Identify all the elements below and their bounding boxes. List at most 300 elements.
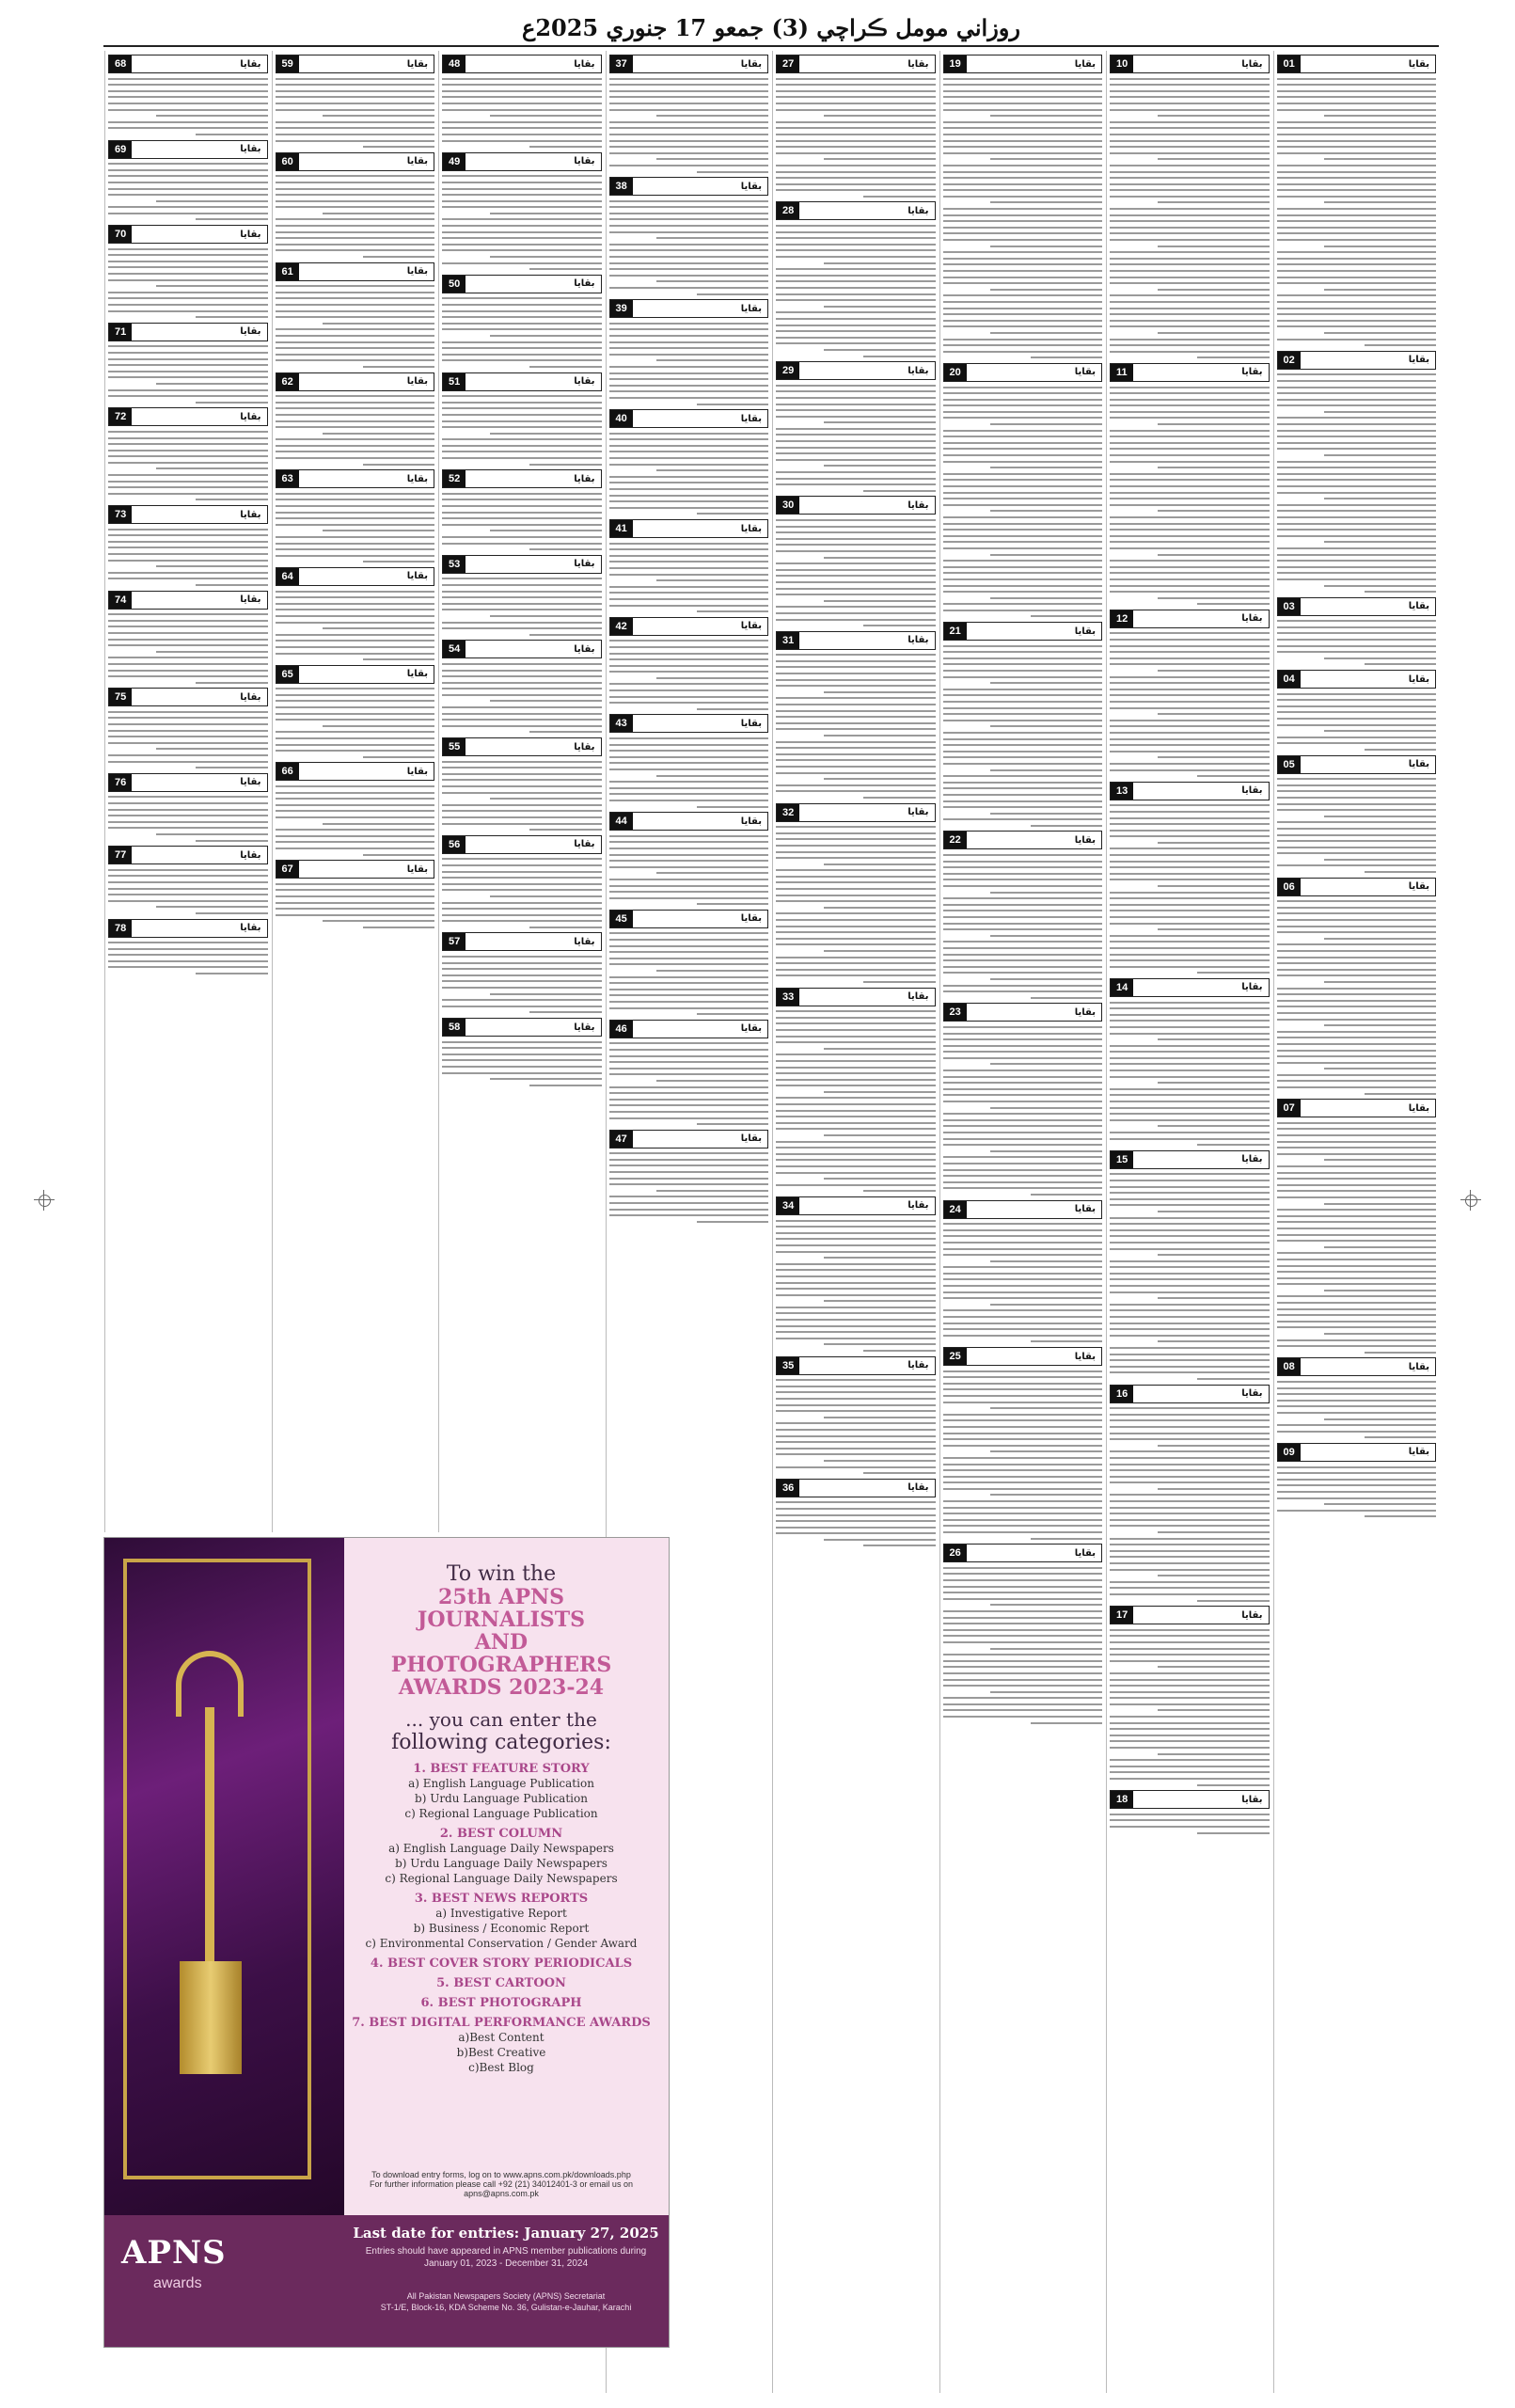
- article-number: 35: [777, 1357, 799, 1374]
- text-line: [1110, 251, 1270, 253]
- text-line: [1110, 923, 1270, 925]
- text-line: [1277, 1184, 1437, 1186]
- article-text: [442, 493, 602, 550]
- text-line: [943, 928, 1103, 930]
- text-line: [1277, 339, 1437, 341]
- text-line: [1110, 1728, 1270, 1730]
- article-number: 39: [610, 300, 633, 317]
- section-tag: بقايا: [240, 777, 261, 788]
- text-line: [108, 450, 268, 452]
- text-line: [1110, 1248, 1270, 1250]
- text-line: [943, 134, 1103, 135]
- text-line: [943, 1697, 1103, 1699]
- text-line: [276, 182, 435, 183]
- section-tag: بقايا: [406, 766, 428, 777]
- article-number: 59: [276, 55, 299, 72]
- news-column: [272, 51, 438, 1532]
- text-line: [824, 735, 936, 737]
- text-line: [943, 171, 1103, 173]
- text-line: [1277, 380, 1437, 382]
- text-line: [1277, 651, 1437, 653]
- text-line: [943, 1660, 1103, 1662]
- text-line: [276, 244, 435, 246]
- text-line: [1277, 1424, 1437, 1426]
- article-number: 50: [443, 276, 466, 293]
- text-line: [1277, 270, 1437, 272]
- text-line: [1277, 417, 1437, 419]
- text-line: [1277, 1381, 1437, 1383]
- ad-line: AWARDS 2023-24: [398, 1675, 605, 1700]
- text-line: [442, 1047, 602, 1049]
- text-line: [776, 728, 936, 730]
- text-line: [943, 1181, 1103, 1183]
- text-line: [776, 1453, 936, 1455]
- text-line: [1110, 1347, 1270, 1349]
- text-line: [442, 407, 602, 409]
- text-line: [1365, 749, 1436, 751]
- text-line: [108, 796, 268, 798]
- text-line: [1277, 1497, 1437, 1499]
- text-line: [1277, 1062, 1437, 1064]
- text-line: [442, 426, 602, 428]
- text-line: [442, 200, 602, 202]
- text-line: [776, 459, 936, 461]
- text-line: [1110, 1476, 1270, 1478]
- text-line: [943, 990, 1103, 992]
- article-text: [609, 543, 769, 613]
- text-line: [1277, 220, 1437, 222]
- text-line: [1110, 165, 1270, 166]
- article-heading: [609, 910, 769, 928]
- text-line: [776, 152, 936, 154]
- section-tag: بقايا: [406, 266, 428, 277]
- text-line: [1277, 492, 1437, 494]
- text-line: [776, 562, 936, 564]
- text-line: [776, 109, 936, 111]
- article-number: 45: [610, 911, 633, 927]
- text-line: [1277, 208, 1437, 210]
- text-line: [276, 292, 435, 293]
- text-line: [609, 1111, 769, 1113]
- text-line: [609, 268, 769, 270]
- text-line: [1277, 448, 1437, 450]
- text-line: [1110, 436, 1270, 437]
- article-heading: [442, 835, 602, 854]
- text-line: [276, 524, 435, 526]
- text-line: [196, 584, 267, 586]
- text-line: [276, 121, 435, 123]
- text-line: [363, 146, 434, 148]
- text-line: [442, 622, 602, 624]
- text-line: [1110, 751, 1270, 752]
- section-tag: بقايا: [740, 1133, 762, 1145]
- ad-categories: [351, 1762, 652, 2075]
- text-line: [776, 685, 936, 687]
- text-line: [1277, 737, 1437, 738]
- text-line: [776, 544, 936, 546]
- text-line: [1110, 183, 1270, 185]
- text-line: [276, 615, 435, 617]
- text-line: [1110, 78, 1270, 80]
- text-line: [990, 1150, 1102, 1152]
- article-text: [276, 591, 435, 661]
- text-line: [943, 258, 1103, 260]
- text-line: [276, 512, 435, 514]
- text-line: [1110, 547, 1270, 549]
- text-line: [609, 378, 769, 380]
- article-heading: [943, 622, 1103, 641]
- registration-mark-left: [34, 1190, 55, 1211]
- text-line: [1277, 912, 1437, 914]
- text-line: [943, 1119, 1103, 1121]
- text-line: [1277, 152, 1437, 154]
- text-line: [1110, 676, 1270, 678]
- section-tag: بقايا: [1074, 1547, 1096, 1559]
- text-line: [1110, 442, 1270, 444]
- text-line: [776, 268, 936, 270]
- text-line: [1110, 492, 1270, 494]
- text-line: [1110, 763, 1270, 765]
- text-line: [609, 1099, 769, 1101]
- text-line: [776, 189, 936, 191]
- text-line: [1277, 1050, 1437, 1052]
- text-line: [1277, 790, 1437, 792]
- article-text: [1110, 1173, 1270, 1380]
- text-line: [1277, 277, 1437, 278]
- text-line: [863, 1545, 935, 1546]
- article-heading: [776, 803, 936, 822]
- text-line: [943, 1488, 1103, 1490]
- article-heading: [609, 177, 769, 196]
- text-line: [276, 237, 435, 239]
- text-line: [943, 270, 1103, 272]
- text-line: [108, 529, 268, 531]
- text-line: [990, 682, 1102, 684]
- text-line: [943, 294, 1103, 296]
- text-line: [776, 244, 936, 246]
- text-line: [276, 706, 435, 708]
- text-line: [276, 792, 435, 794]
- text-line: [1110, 1740, 1270, 1742]
- text-line: [276, 194, 435, 196]
- text-line: [943, 1125, 1103, 1127]
- text-line: [276, 84, 435, 86]
- article-text: [943, 78, 1103, 359]
- text-line: [776, 838, 936, 840]
- text-line: [943, 1469, 1103, 1471]
- text-line: [776, 1060, 936, 1062]
- text-line: [609, 397, 769, 399]
- text-line: [697, 404, 768, 405]
- text-line: [1277, 1308, 1437, 1310]
- text-line: [1277, 423, 1437, 425]
- text-line: [943, 436, 1103, 437]
- text-line: [943, 1666, 1103, 1668]
- text-line: [108, 560, 268, 562]
- article-heading: [276, 665, 435, 684]
- text-line: [1110, 270, 1270, 272]
- text-line: [776, 140, 936, 142]
- text-line: [943, 744, 1103, 746]
- text-line: [943, 96, 1103, 98]
- text-line: [943, 208, 1103, 210]
- text-line: [442, 670, 602, 672]
- text-line: [1277, 78, 1437, 80]
- text-line: [108, 894, 268, 895]
- text-line: [776, 390, 936, 392]
- section-tag: بقايا: [574, 473, 595, 484]
- text-line: [1110, 146, 1270, 148]
- article-number: 15: [1111, 1151, 1133, 1168]
- text-line: [776, 330, 936, 332]
- section-tag: بقايا: [240, 58, 261, 70]
- text-line: [776, 741, 936, 743]
- article-text: [609, 200, 769, 295]
- text-line: [1110, 1119, 1270, 1121]
- text-line: [943, 387, 1103, 388]
- text-line: [943, 694, 1103, 696]
- text-line: [1277, 784, 1437, 786]
- text-line: [609, 109, 769, 111]
- article-heading: [108, 323, 268, 341]
- text-line: [442, 902, 602, 904]
- text-line: [442, 524, 602, 526]
- article-text: [943, 387, 1103, 618]
- section-tag: بقايا: [740, 303, 762, 314]
- article-number: 75: [109, 689, 132, 705]
- text-line: [824, 465, 936, 467]
- text-line: [943, 1531, 1103, 1533]
- text-line: [442, 980, 602, 982]
- text-line: [1277, 1466, 1437, 1468]
- text-line: [824, 1539, 936, 1541]
- text-line: [609, 323, 769, 325]
- section-tag: بقايا: [574, 278, 595, 290]
- article-number: 73: [109, 506, 132, 523]
- article-text: [609, 932, 769, 1015]
- text-line: [442, 194, 602, 196]
- text-line: [276, 175, 435, 177]
- text-line: [1110, 904, 1270, 906]
- text-line: [1277, 467, 1437, 468]
- text-line: [1110, 1063, 1270, 1065]
- text-line: [108, 869, 268, 871]
- text-line: [1277, 1172, 1437, 1174]
- text-line: [276, 713, 435, 715]
- article-heading: [943, 55, 1103, 73]
- article-number: 26: [944, 1545, 967, 1561]
- text-line: [108, 675, 268, 677]
- text-line: [776, 447, 936, 449]
- text-line: [943, 140, 1103, 142]
- text-line: [1110, 171, 1270, 173]
- text-line: [1110, 404, 1270, 406]
- text-line: [1110, 725, 1270, 727]
- text-line: [442, 297, 602, 299]
- text-line: [1324, 201, 1436, 203]
- text-line: [943, 442, 1103, 444]
- text-line: [529, 464, 601, 466]
- text-line: [1110, 282, 1270, 284]
- text-line: [943, 1291, 1103, 1293]
- article-heading: [609, 519, 769, 538]
- text-line: [943, 941, 1103, 943]
- text-line: [943, 1156, 1103, 1158]
- text-line: [943, 90, 1103, 92]
- article-number: 10: [1111, 55, 1133, 72]
- text-line: [108, 254, 268, 256]
- article-number: 38: [610, 178, 633, 195]
- text-line: [276, 127, 435, 129]
- text-line: [276, 908, 435, 910]
- text-line: [609, 90, 769, 92]
- text-line: [943, 1370, 1103, 1372]
- article-number: 03: [1278, 598, 1301, 615]
- text-line: [108, 960, 268, 962]
- text-line: [1110, 84, 1270, 86]
- text-line: [776, 784, 936, 786]
- text-line: [529, 927, 601, 928]
- article-number: 41: [610, 520, 633, 537]
- text-line: [1324, 859, 1436, 861]
- text-line: [776, 1141, 936, 1143]
- text-line: [276, 596, 435, 598]
- text-line: [776, 851, 936, 853]
- article-text: [943, 1026, 1103, 1196]
- text-line: [108, 639, 268, 641]
- text-line: [108, 279, 268, 281]
- article-number: 09: [1278, 1444, 1301, 1461]
- text-line: [442, 804, 602, 806]
- text-line: [1277, 1265, 1437, 1267]
- article-heading: [442, 555, 602, 574]
- text-line: [1110, 258, 1270, 260]
- text-line: [442, 682, 602, 684]
- article-number: 64: [276, 568, 299, 585]
- text-line: [108, 78, 268, 80]
- article-heading: [442, 932, 602, 951]
- article-heading: [1110, 1385, 1270, 1403]
- text-line: [943, 277, 1103, 278]
- article-heading: [609, 299, 769, 318]
- text-line: [1110, 823, 1270, 825]
- text-line: [156, 651, 268, 653]
- ad-category-sub: a) Investigative Report: [435, 1907, 567, 1920]
- text-line: [276, 359, 435, 361]
- ad-category-title: 7. BEST DIGITAL PERFORMANCE AWARDS: [352, 2016, 651, 2030]
- text-line: [776, 716, 936, 718]
- text-line: [1277, 1472, 1437, 1474]
- text-line: [943, 1076, 1103, 1078]
- text-line: [108, 352, 268, 354]
- text-line: [943, 947, 1103, 949]
- text-line: [490, 335, 602, 337]
- text-line: [990, 554, 1102, 556]
- article-text: [276, 785, 435, 856]
- text-line: [1031, 1194, 1102, 1196]
- text-line: [1277, 189, 1437, 191]
- article-number: 78: [109, 920, 132, 937]
- text-line: [1031, 356, 1102, 358]
- text-line: [863, 1350, 935, 1352]
- article-number: 60: [276, 153, 299, 170]
- article-number: 14: [1111, 979, 1133, 996]
- text-line: [276, 505, 435, 507]
- text-line: [609, 994, 769, 996]
- text-line: [108, 455, 268, 457]
- section-tag: بقايا: [740, 523, 762, 534]
- text-line: [824, 691, 936, 693]
- text-line: [1110, 1648, 1270, 1650]
- text-line: [1324, 816, 1436, 817]
- text-line: [1110, 1354, 1270, 1355]
- text-line: [1277, 146, 1437, 148]
- article-heading: [442, 55, 602, 73]
- text-line: [1277, 834, 1437, 836]
- section-tag: بقايا: [240, 691, 261, 703]
- article-number: 17: [1111, 1607, 1133, 1624]
- text-line: [108, 437, 268, 439]
- text-line: [442, 675, 602, 677]
- text-line: [943, 1579, 1103, 1581]
- text-line: [1158, 928, 1270, 930]
- text-line: [609, 347, 769, 349]
- text-line: [1277, 308, 1437, 309]
- text-line: [1110, 916, 1270, 918]
- article-number: 58: [443, 1019, 466, 1036]
- text-line: [1110, 1513, 1270, 1514]
- text-line: [1277, 1153, 1437, 1155]
- text-line: [943, 1278, 1103, 1280]
- text-line: [943, 1248, 1103, 1250]
- text-line: [776, 287, 936, 289]
- text-line: [609, 206, 769, 208]
- text-line: [776, 1325, 936, 1327]
- text-line: [1277, 554, 1437, 556]
- text-line: [108, 261, 268, 262]
- text-line: [108, 163, 268, 165]
- text-line: [776, 926, 936, 927]
- text-line: [1110, 1069, 1270, 1071]
- text-line: [1110, 529, 1270, 531]
- text-line: [943, 1445, 1103, 1447]
- text-line: [609, 958, 769, 959]
- text-line: [1110, 313, 1270, 315]
- text-line: [990, 467, 1102, 468]
- text-line: [776, 766, 936, 768]
- text-line: [943, 800, 1103, 802]
- text-line: [776, 1054, 936, 1055]
- text-line: [108, 553, 268, 555]
- text-line: [276, 420, 435, 422]
- article-number: 62: [276, 373, 299, 390]
- article-heading: [442, 275, 602, 293]
- text-line: [1110, 720, 1270, 721]
- text-line: [776, 1029, 936, 1031]
- text-line: [1110, 430, 1270, 432]
- article-text: [276, 285, 435, 368]
- text-line: [1324, 498, 1436, 499]
- ad-address: ST-1/E, Block-16, KDA Scheme No. 36, Gulistan-e-Jauhar, Karachi: [380, 2303, 632, 2312]
- text-line: [1277, 1196, 1437, 1198]
- article-number: 40: [610, 410, 633, 427]
- text-line: [1110, 96, 1270, 98]
- text-line: [609, 963, 769, 965]
- text-line: [863, 797, 935, 799]
- ad-line: PHOTOGRAPHERS: [390, 1653, 612, 1677]
- text-line: [776, 1232, 936, 1234]
- text-line: [943, 1654, 1103, 1656]
